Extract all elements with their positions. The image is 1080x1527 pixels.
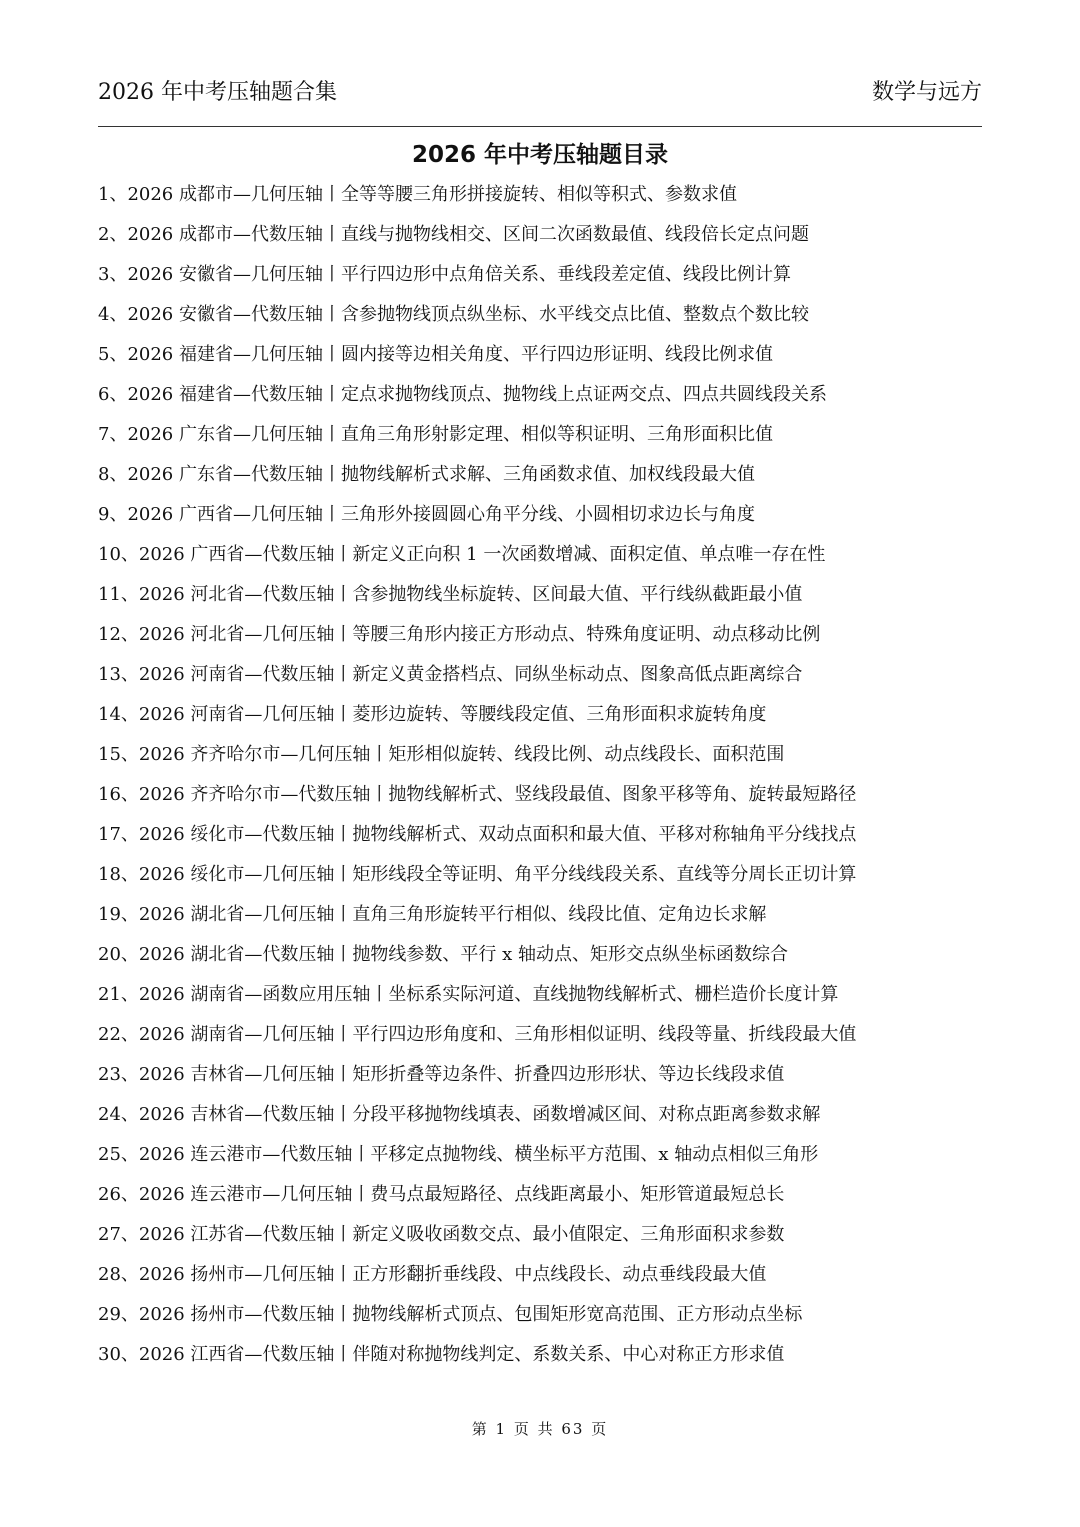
toc-entry[interactable]: 26、2026 连云港市—几何压轴丨费马点最短路径、点线距离最小、矩形管道最短总长 [98, 1184, 785, 1205]
toc-entry[interactable]: 28、2026 扬州市—几何压轴丨正方形翻折垂线段、中点线段长、动点垂线段最大值 [98, 1264, 767, 1285]
toc-entry[interactable]: 25、2026 连云港市—代数压轴丨平移定点抛物线、横坐标平方范围、x 轴动点相似三角形 [98, 1144, 819, 1165]
toc-entry[interactable]: 14、2026 河南省—几何压轴丨菱形边旋转、等腰线段定值、三角形面积求旋转角度 [98, 704, 767, 725]
page-number: 第 1 页 共 63 页 [471, 1420, 609, 1438]
toc-entry[interactable]: 27、2026 江苏省—代数压轴丨新定义吸收函数交点、最小值限定、三角形面积求参数 [98, 1224, 785, 1245]
toc-entry[interactable]: 10、2026 广西省—代数压轴丨新定义正向积 1 一次函数增减、面积定值、单点唯一存在性 [98, 544, 826, 565]
toc-entry[interactable]: 18、2026 绥化市—几何压轴丨矩形线段全等证明、角平分线线段关系、直线等分周长正切计算 [98, 864, 857, 885]
toc-entry[interactable]: 4、2026 安徽省—代数压轴丨含参抛物线顶点纵坐标、水平线交点比值、整数点个数比较 [98, 304, 809, 325]
toc-entry[interactable]: 17、2026 绥化市—代数压轴丨抛物线解析式、双动点面积和最大值、平移对称轴角平分线找点 [98, 824, 857, 845]
page-title: 2026 年中考压轴题目录 [411, 142, 669, 168]
toc-entry[interactable]: 22、2026 湖南省—几何压轴丨平行四边形角度和、三角形相似证明、线段等量、折线段最大值 [98, 1024, 857, 1045]
toc-entry[interactable]: 3、2026 安徽省—几何压轴丨平行四边形中点角倍关系、垂线段差定值、线段比例计算 [98, 264, 791, 285]
toc-entry[interactable]: 13、2026 河南省—代数压轴丨新定义黄金搭档点、同纵坐标动点、图象高低点距离综合 [98, 664, 803, 685]
toc-entry[interactable]: 15、2026 齐齐哈尔市—几何压轴丨矩形相似旋转、线段比例、动点线段长、面积范围 [98, 744, 785, 765]
toc-entry[interactable]: 8、2026 广东省—代数压轴丨抛物线解析式求解、三角函数求值、加权线段最大值 [98, 464, 755, 485]
toc-entry[interactable]: 24、2026 吉林省—代数压轴丨分段平移抛物线填表、函数增减区间、对称点距离参数求解 [98, 1104, 821, 1125]
toc-entry[interactable]: 11、2026 河北省—代数压轴丨含参抛物线坐标旋转、区间最大值、平行线纵截距最小值 [98, 584, 803, 605]
toc-entry[interactable]: 20、2026 湖北省—代数压轴丨抛物线参数、平行 x 轴动点、矩形交点纵坐标函数综合 [98, 944, 789, 965]
header-divider [98, 126, 982, 127]
header-title: 2026 年中考压轴题合集 [98, 80, 337, 105]
toc-entry[interactable]: 23、2026 吉林省—几何压轴丨矩形折叠等边条件、折叠四边形形状、等边长线段求值 [98, 1064, 785, 1085]
toc-entry[interactable]: 5、2026 福建省—几何压轴丨圆内接等边相关角度、平行四边形证明、线段比例求值 [98, 344, 773, 365]
toc-entry[interactable]: 6、2026 福建省—代数压轴丨定点求抛物线顶点、抛物线上点证两交点、四点共圆线段关系 [98, 384, 827, 405]
page-header [98, 72, 982, 106]
toc-entry[interactable]: 2、2026 成都市—代数压轴丨直线与抛物线相交、区间二次函数最值、线段倍长定点问题 [98, 224, 809, 245]
toc-entry[interactable]: 12、2026 河北省—几何压轴丨等腰三角形内接正方形动点、特殊角度证明、动点移动比例 [98, 624, 821, 645]
toc-entry[interactable]: 16、2026 齐齐哈尔市—代数压轴丨抛物线解析式、竖线段最值、图象平移等角、旋转最短路径 [98, 784, 857, 805]
toc-entry[interactable]: 19、2026 湖北省—几何压轴丨直角三角形旋转平行相似、线段比值、定角边长求解 [98, 904, 767, 925]
header-author: 数学与远方 [871, 80, 982, 105]
toc-entry[interactable]: 9、2026 广西省—几何压轴丨三角形外接圆圆心角平分线、小圆相切求边长与角度 [98, 504, 755, 525]
toc-entry[interactable]: 30、2026 江西省—代数压轴丨伴随对称抛物线判定、系数关系、中心对称正方形求值 [98, 1344, 785, 1365]
toc-entry[interactable]: 21、2026 湖南省—函数应用压轴丨坐标系实际河道、直线抛物线解析式、栅栏造价长度计算 [98, 984, 839, 1005]
toc-entry[interactable]: 7、2026 广东省—几何压轴丨直角三角形射影定理、相似等积证明、三角形面积比值 [98, 424, 773, 445]
toc-entry[interactable]: 1、2026 成都市—几何压轴丨全等等腰三角形拼接旋转、相似等积式、参数求值 [98, 184, 737, 205]
table-of-contents [98, 177, 982, 1377]
toc-entry[interactable]: 29、2026 扬州市—代数压轴丨抛物线解析式顶点、包围矩形宽高范围、正方形动点坐标 [98, 1304, 803, 1325]
